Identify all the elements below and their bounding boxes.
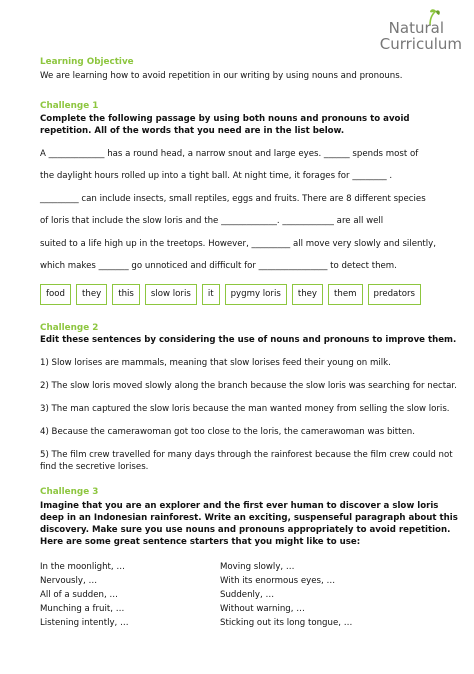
challenge2-instructions: Edit these sentences by considering the use of nouns and pronouns to improve them. — [40, 335, 457, 346]
challenge1-heading: Challenge 1 — [40, 101, 99, 112]
passage-line: suited to a life high up in the treetops. However, _________ all move very slowly and silently, — [40, 238, 437, 249]
challenge1-passage — [40, 143, 460, 278]
logo-line2: Curriculum — [379, 35, 462, 53]
challenge2-sentence: 4) Because the camerawoman got too close to the loris, the camerawoman was bitten. — [40, 427, 415, 438]
word-bank-item: food — [40, 284, 71, 305]
natural-curriculum-logo — [370, 8, 462, 54]
starter-right: With its enormous eyes, … — [220, 575, 336, 586]
word-bank-item: it — [202, 284, 220, 305]
word-bank-item: this — [112, 284, 140, 305]
passage-line: _________ can include insects, small reptiles, eggs and fruits. There are 8 different species — [40, 193, 426, 204]
word-bank-item: slow loris — [145, 284, 197, 305]
challenge1-instructions: Complete the following passage by using both nouns and pronouns to avoid repetition. All of the words that you need are in the list below. — [40, 113, 410, 136]
learning-objective-heading: Learning Objective — [40, 57, 134, 67]
challenge3-instructions: Imagine that you are an explorer and the first ever human to discover a slow loris deep in an Indonesian rainforest. Write an exciting, suspenseful paragraph about this discovery. Make sure you use nouns and pronouns appropriately to avoid repetition. Here are some great sentence starters that you might like to use: — [40, 500, 458, 547]
starter-right: Without warning, … — [220, 603, 305, 614]
challenge2-sentence: 3) The man captured the slow loris because the man wanted money from selling the slow loris. — [40, 404, 450, 415]
starter-left: In the moonlight, … — [40, 561, 125, 572]
starter-left: Munching a fruit, … — [40, 603, 125, 614]
logo-line1: Natural — [388, 19, 444, 37]
starter-right: Suddenly, … — [220, 589, 275, 600]
passage-line: A _____________ has a round head, a narrow snout and large eyes. ______ spends most of — [40, 148, 419, 159]
word-bank-item: they — [76, 284, 107, 305]
starter-right: Sticking out its long tongue, … — [220, 617, 353, 628]
starter-right: Moving slowly, … — [220, 561, 295, 572]
starter-left: All of a sudden, … — [40, 589, 119, 600]
word-bank-item: predators — [368, 284, 421, 305]
word-bank — [40, 284, 460, 305]
learning-objective-text: We are learning how to avoid repetition in our writing by using nouns and pronouns. — [40, 71, 403, 82]
sentence-starters — [40, 560, 460, 630]
worksheet — [40, 56, 460, 630]
word-bank-item: pygmy loris — [225, 284, 287, 305]
challenge3-heading: Challenge 3 — [40, 487, 99, 498]
challenge2-sentence: 1) Slow lorises are mammals, meaning that slow lorises feed their young on milk. — [40, 358, 391, 369]
challenge2-heading: Challenge 2 — [40, 322, 99, 333]
challenge2-sentence: 5) The film crew travelled for many days through the rainforest because the film crew could not find the secretive lorises. — [40, 450, 453, 473]
passage-line: which makes _______ go unnoticed and difficult for ________________ to detect them. — [40, 261, 397, 272]
starter-left: Nervously, … — [40, 575, 98, 586]
word-bank-item: them — [328, 284, 362, 305]
challenge2-sentence: 2) The slow loris moved slowly along the branch because the slow loris was searching for nectar. — [40, 381, 457, 392]
word-bank-item: they — [292, 284, 323, 305]
passage-line: the daylight hours rolled up into a tight ball. At night time, it forages for ________ . — [40, 171, 393, 182]
starter-left: Listening intently, … — [40, 617, 129, 628]
passage-line: of loris that include the slow loris and the _____________. ____________ are all well — [40, 216, 384, 227]
